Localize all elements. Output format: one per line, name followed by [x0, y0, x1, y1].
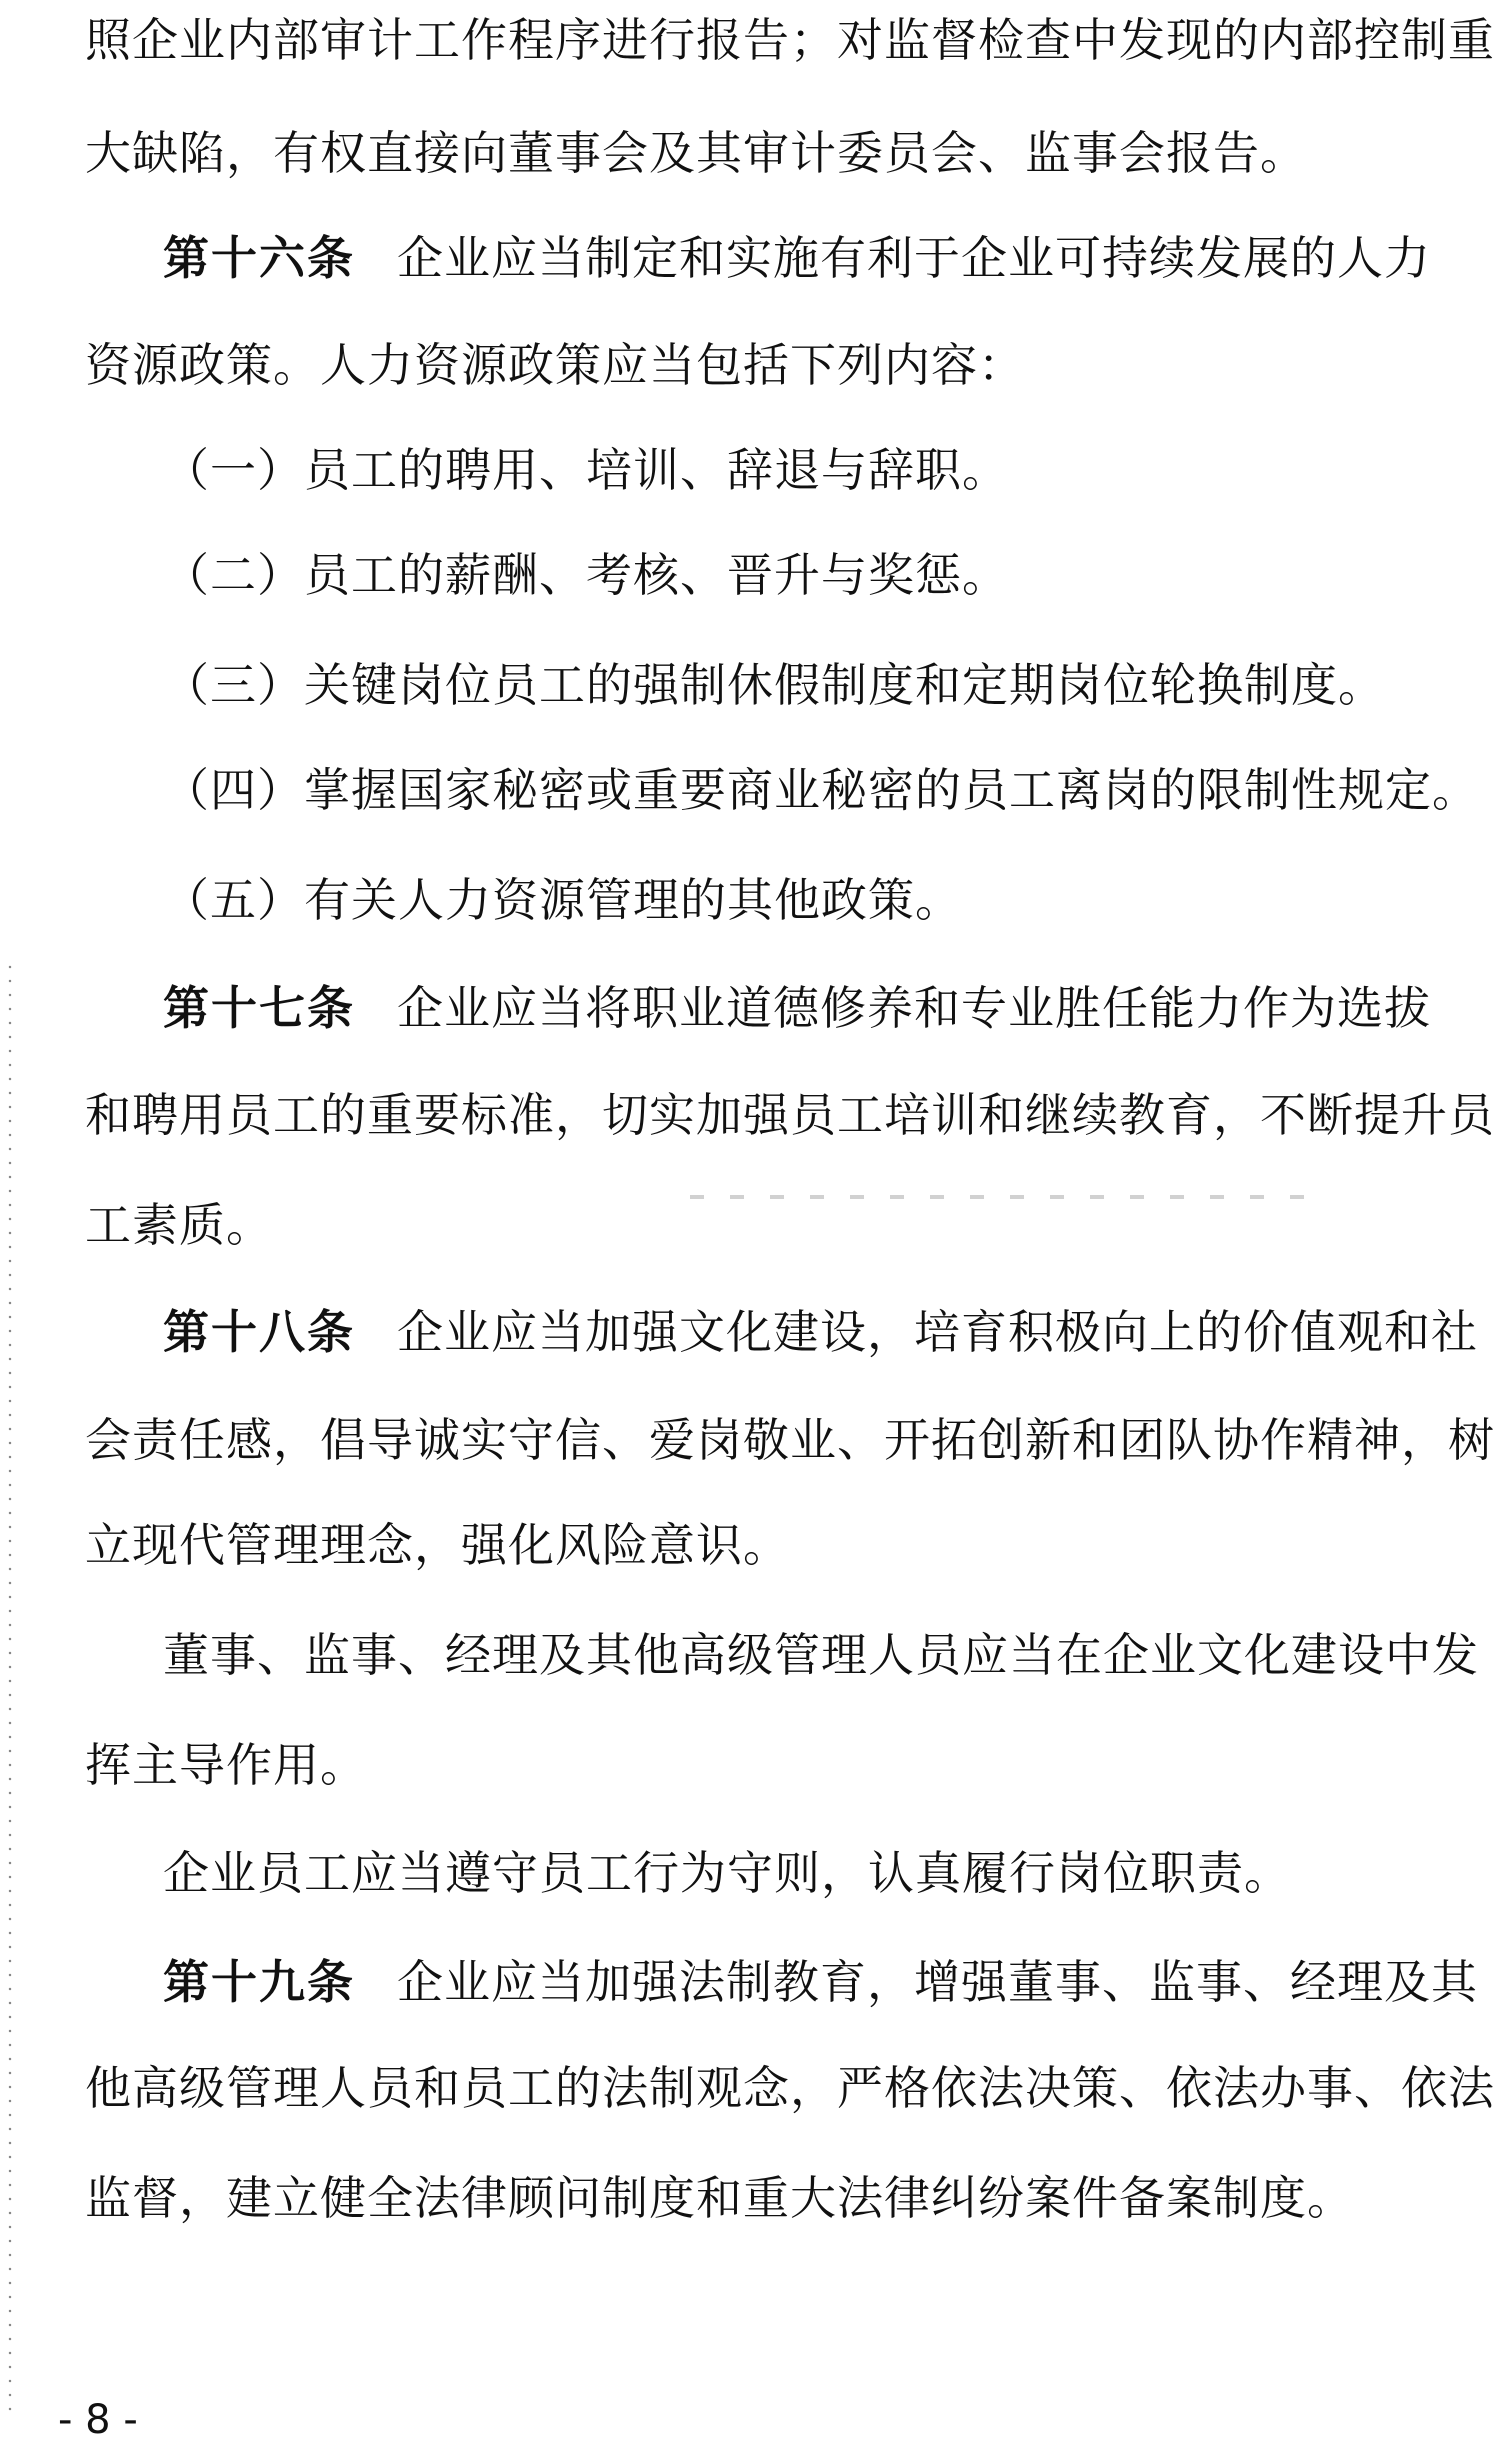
article-label: 第十六条	[163, 231, 355, 285]
line-text: （四）掌握国家秘密或重要商业秘密的员工离岗的限制性规定。	[163, 763, 1479, 817]
line-text: （一）员工的聘用、培训、辞退与辞职。	[163, 443, 1009, 497]
text-line	[85, 1085, 1495, 1145]
text-line	[163, 1625, 1479, 1685]
text-line	[85, 2168, 1354, 2228]
line-text: 企业应当加强文化建设，培育积极向上的价值观和社	[397, 1305, 1478, 1359]
scan-margin-artifact	[8, 960, 12, 2420]
text-line	[85, 1410, 1495, 1470]
text-line	[85, 10, 1495, 70]
line-text: 企业应当制定和实施有利于企业可持续发展的人力	[397, 231, 1431, 285]
line-text: 企业应当将职业道德修养和专业胜任能力作为选拔	[397, 981, 1431, 1035]
line-text: 挥主导作用。	[85, 1738, 367, 1792]
line-text: 董事、监事、经理及其他高级管理人员应当在企业文化建设中发	[163, 1628, 1479, 1682]
scan-speckle-artifact	[690, 1195, 1310, 1199]
article-16-heading-line	[163, 228, 1431, 288]
line-text: 企业员工应当遵守员工行为守则，认真履行岗位职责。	[163, 1846, 1291, 1900]
line-text: 他高级管理人员和员工的法制观念，严格依法决策、依法办事、依法	[85, 2061, 1495, 2115]
text-line	[85, 335, 1025, 395]
article-label: 第十八条	[163, 1305, 355, 1359]
list-item	[163, 655, 1385, 715]
article-label: 第十九条	[163, 1955, 355, 2009]
line-text: 立现代管理理念，强化风险意识。	[85, 1518, 790, 1572]
line-text: 会责任感，倡导诚实守信、爱岗敬业、开拓创新和团队协作精神，树	[85, 1413, 1495, 1467]
page-number: - 8 -	[58, 2397, 138, 2443]
list-item	[163, 545, 1009, 605]
line-text: （二）员工的薪酬、考核、晋升与奖惩。	[163, 548, 1009, 602]
line-text: 资源政策。人力资源政策应当包括下列内容：	[85, 338, 1025, 392]
line-text: 企业应当加强法制教育，增强董事、监事、经理及其	[397, 1955, 1478, 2009]
text-line	[85, 1735, 367, 1795]
article-18-heading-line	[163, 1302, 1478, 1362]
line-text: 大缺陷，有权直接向董事会及其审计委员会、监事会报告。	[85, 126, 1307, 180]
article-19-heading-line	[163, 1952, 1478, 2012]
text-line	[85, 2058, 1495, 2118]
text-line	[85, 123, 1307, 183]
line-text: 监督，建立健全法律顾问制度和重大法律纠纷案件备案制度。	[85, 2171, 1354, 2225]
line-text: 工素质。	[85, 1198, 273, 1252]
text-line	[163, 1843, 1291, 1903]
article-label: 第十七条	[163, 981, 355, 1035]
list-item	[163, 870, 962, 930]
line-text: 照企业内部审计工作程序进行报告；对监督检查中发现的内部控制重	[85, 13, 1495, 67]
text-line	[85, 1195, 273, 1255]
line-text: （三）关键岗位员工的强制休假制度和定期岗位轮换制度。	[163, 658, 1385, 712]
article-17-heading-line	[163, 978, 1431, 1038]
text-line	[85, 1515, 790, 1575]
line-text: 和聘用员工的重要标准，切实加强员工培训和继续教育，不断提升员	[85, 1088, 1495, 1142]
list-item	[163, 760, 1479, 820]
line-text: （五）有关人力资源管理的其他政策。	[163, 873, 962, 927]
list-item	[163, 440, 1009, 500]
